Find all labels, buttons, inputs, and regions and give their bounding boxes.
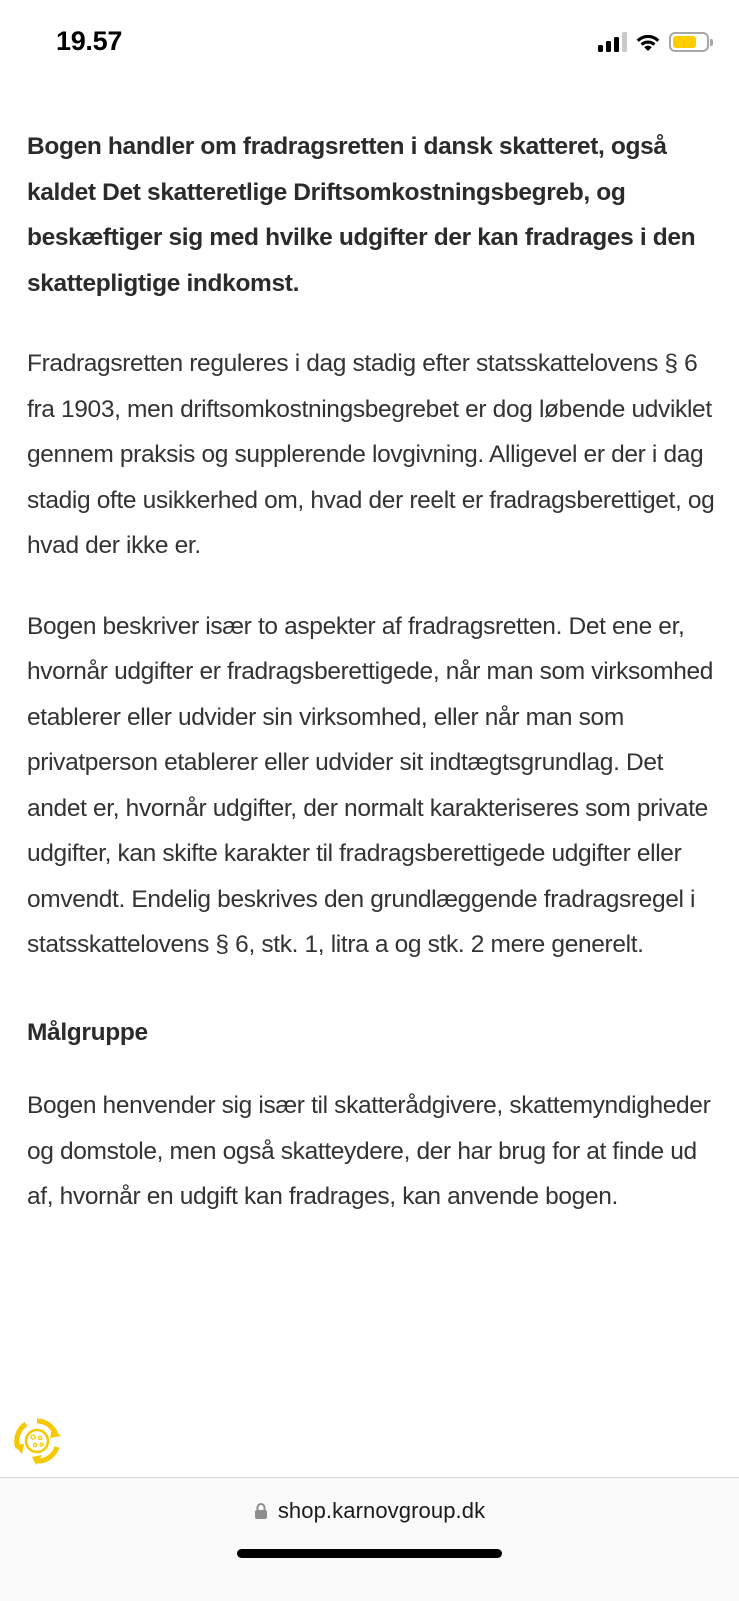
battery-cap [710,39,713,46]
status-icons [598,32,709,52]
browser-address-bar[interactable] [0,1477,739,1601]
cookie-settings-button[interactable] [12,1416,62,1466]
body-paragraph-1: Fradragsretten reguleres i dag stadig efter statsskattelovens § 6 fra 1903, men driftsomkostningsbegrebet er dog løbende udviklet gennem praksis og supplerende lovgivning. Alligevel er der i dag stadig ofte usikkerhed om, hvad der reelt er fradragsberettiget, og hvad der ikke er. [27,350,715,559]
battery-level [673,36,696,48]
status-bar [0,0,739,90]
product-description [27,124,717,1220]
cookie-settings-icon [12,1416,62,1466]
signal-icon [598,32,627,52]
section-heading-target-group: Målgruppe [27,1018,148,1046]
url-text[interactable]: shop.karnovgroup.dk [277,1498,486,1523]
status-time: 19.57 [56,26,123,56]
body-paragraph-2: Bogen beskriver især to aspekter af fradragsretten. Det ene er, hvornår udgifter er fradragsberettigede, når man som virksomhed etablerer eller udvider sin virksomhed, eller når man som privatperson etablerer eller udvider sit indtægtsgrundlag. Det andet er, hvornår udgifter, der normalt karakteriseres som private udgifter, kan skifte karakter til fradragsberettigede udgifter eller omvendt. Endelig beskrives den grundlæggende fradragsregel i statsskattelovens § 6, stk. 1, litra a og stk. 2 mere generelt. [27,612,714,958]
intro-paragraph: Bogen handler om fradragsretten i dansk skatteret, også kaldet Det skatteretlige Driftsomkostningsbegreb, og beskæftiger sig med hvilke udgifter der kan fradrages i den skattepligtige indkomst. [27,133,696,297]
target-group-paragraph: Bogen henvender sig især til skatterådgivere, skattemyndigheder og domstole, men også skatteydere, der har brug for at finde ud af, hvornår en udgift kan fradrages, kan anvende bogen. [27,1092,711,1210]
home-indicator[interactable] [237,1549,502,1558]
lock-icon [254,1502,268,1520]
url-display[interactable] [0,1498,739,1524]
battery-icon [669,32,709,52]
wifi-icon [635,32,661,52]
